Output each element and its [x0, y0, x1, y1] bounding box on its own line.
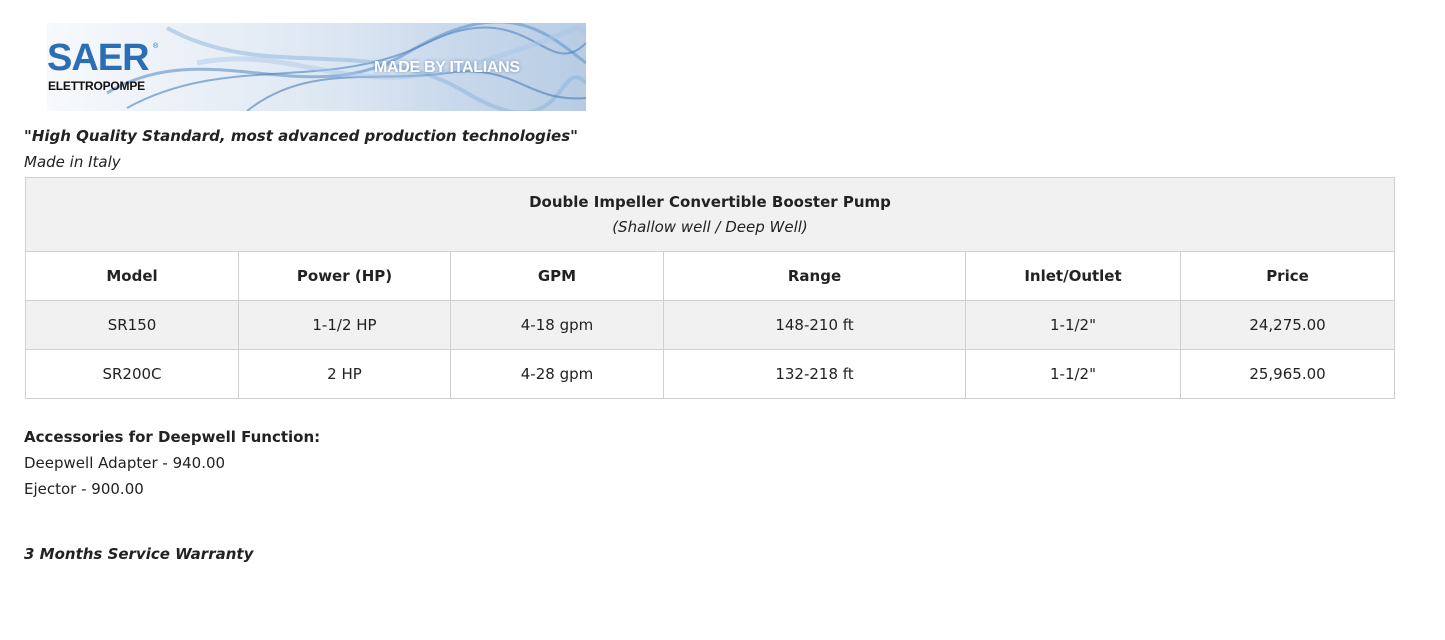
table-subtitle: (Shallow well / Deep Well)	[612, 217, 808, 236]
accessory-item: Deepwell Adapter - 940.00	[24, 454, 226, 472]
cell-inlet-outlet: 1-1/2"	[966, 301, 1181, 350]
table-title: Double Impeller Convertible Booster Pump	[529, 192, 891, 211]
column-header-inlet-outlet: Inlet/Outlet	[966, 252, 1181, 301]
column-header-model: Model	[26, 252, 239, 301]
cell-power: 1-1/2 HP	[239, 301, 451, 350]
table-header-row	[26, 252, 1395, 301]
column-header-range: Range	[664, 252, 966, 301]
cell-price: 25,965.00	[1181, 350, 1395, 399]
cell-gpm: 4-18 gpm	[451, 301, 664, 350]
tagline: "High Quality Standard, most advanced production technologies"	[24, 127, 578, 145]
cell-range: 132-218 ft	[664, 350, 966, 399]
cell-model: SR200C	[26, 350, 239, 399]
cell-power: 2 HP	[239, 350, 451, 399]
cell-inlet-outlet: 1-1/2"	[966, 350, 1181, 399]
cell-model: SR150	[26, 301, 239, 350]
banner-slogan: MADE BY ITALIANS	[374, 59, 520, 76]
column-header-power: Power (HP)	[239, 252, 451, 301]
cell-gpm: 4-28 gpm	[451, 350, 664, 399]
cell-price: 24,275.00	[1181, 301, 1395, 350]
registered-mark: ®	[153, 43, 159, 50]
brand-banner	[47, 23, 586, 111]
origin-text: Made in Italy	[24, 153, 121, 171]
saer-logo-subtitle: ELETTROPOMPE	[48, 79, 145, 93]
pump-price-table	[25, 177, 1395, 399]
accessory-item: Ejector - 900.00	[24, 480, 144, 498]
warranty-text: 3 Months Service Warranty	[24, 545, 254, 563]
saer-logo: SAER	[47, 37, 149, 79]
accessories-title: Accessories for Deepwell Function:	[24, 428, 321, 446]
table-row	[26, 301, 1395, 350]
table-title-cell	[26, 178, 1395, 252]
column-header-gpm: GPM	[451, 252, 664, 301]
column-header-price: Price	[1181, 252, 1395, 301]
table-row	[26, 350, 1395, 399]
cell-range: 148-210 ft	[664, 301, 966, 350]
